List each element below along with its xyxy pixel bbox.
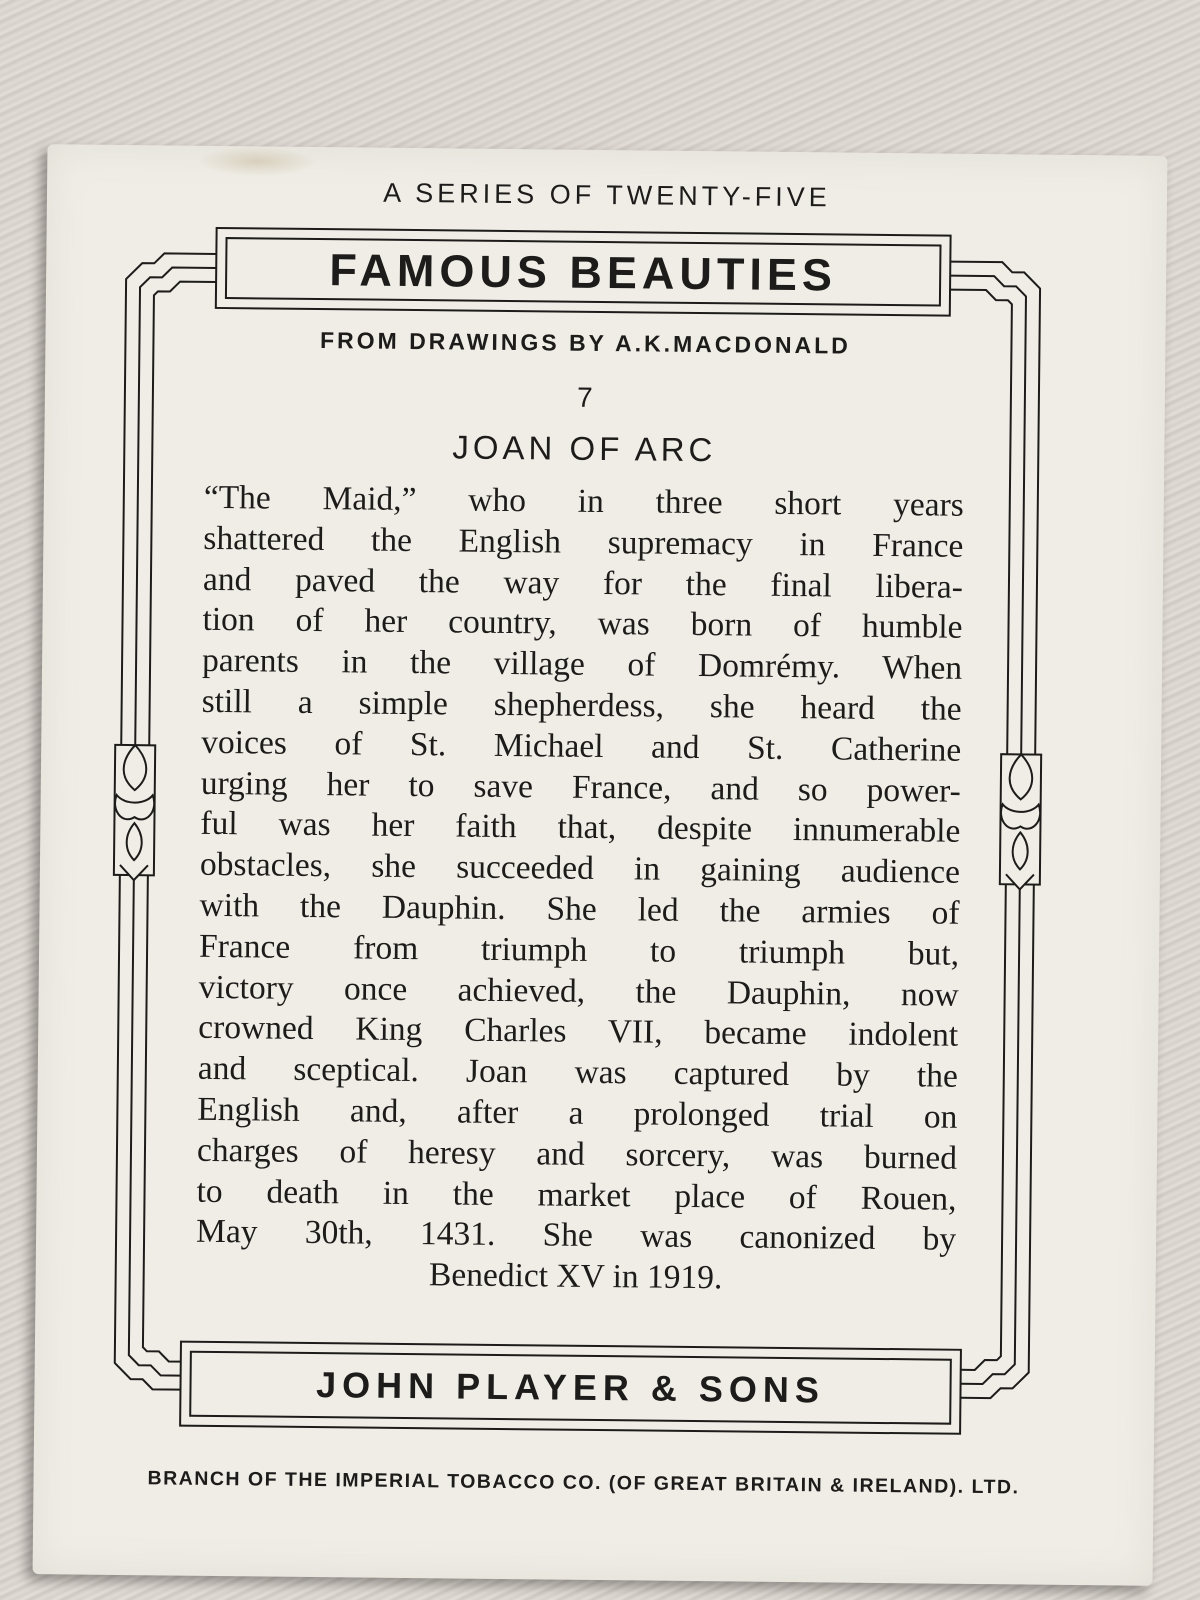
body-line: ful was her faith that, despite innumerable	[200, 805, 961, 851]
body-line: voices of St. Michael and St. Catherine	[201, 723, 962, 769]
body-line: May 30th, 1431. She was canonized by	[195, 1213, 957, 1259]
maker-box	[190, 1350, 951, 1426]
body-line: to death in the market place of Rouen,	[196, 1172, 957, 1218]
body-line: victory once achieved, the Dauphin, now	[198, 968, 959, 1014]
branch-line: BRANCH OF THE IMPERIAL TOBACCO CO. (OF GREAT BRITAIN & IRELAND). LTD.	[147, 1467, 1020, 1499]
body-line: parents in the village of Domrémy. When	[201, 642, 963, 687]
body-line: France from triumph to triumph but,	[198, 927, 960, 973]
biography-text	[195, 478, 964, 1302]
fleur-de-lis-ornament-left-icon	[114, 745, 155, 880]
body-line: “The Maid,” who in three short years	[203, 478, 964, 524]
body-line: and sceptical. Joan was captured by the	[197, 1049, 958, 1095]
maker-name: JOHN PLAYER & SONS	[315, 1364, 826, 1411]
body-line: tion of her country, was born of humble	[202, 601, 963, 647]
body-line: Benedict XV in 1919.	[428, 1256, 723, 1297]
cigarette-card	[33, 144, 1168, 1586]
artist-credit: FROM DRAWINGS BY A.K.MACDONALD	[319, 327, 851, 359]
body-line: and paved the way for the final libera-	[202, 560, 964, 606]
card-number: 7	[576, 381, 593, 413]
body-line: English and, after a prolonged trial on	[197, 1090, 958, 1136]
body-line: urging her to save France, and so power-	[200, 764, 961, 810]
card-title: FAMOUS BEAUTIES	[329, 243, 838, 300]
body-line: shattered the English supremacy in France	[203, 519, 964, 565]
body-line: obstacles, she succeeded in gaining audience	[199, 845, 961, 891]
title-box	[226, 236, 941, 308]
subject-heading: JOAN OF ARC	[452, 428, 717, 469]
body-line: crowned King Charles VII, became indolent	[198, 1009, 959, 1055]
series-line: A SERIES OF TWENTY-FIVE	[383, 177, 831, 213]
body-line: with the Dauphin. She led the armies of	[199, 886, 960, 932]
body-line: charges of heresy and sorcery, was burned	[196, 1131, 958, 1177]
body-line: still a simple shepherdess, she heard the	[201, 682, 962, 728]
fleur-de-lis-ornament-right-icon	[1000, 754, 1041, 889]
